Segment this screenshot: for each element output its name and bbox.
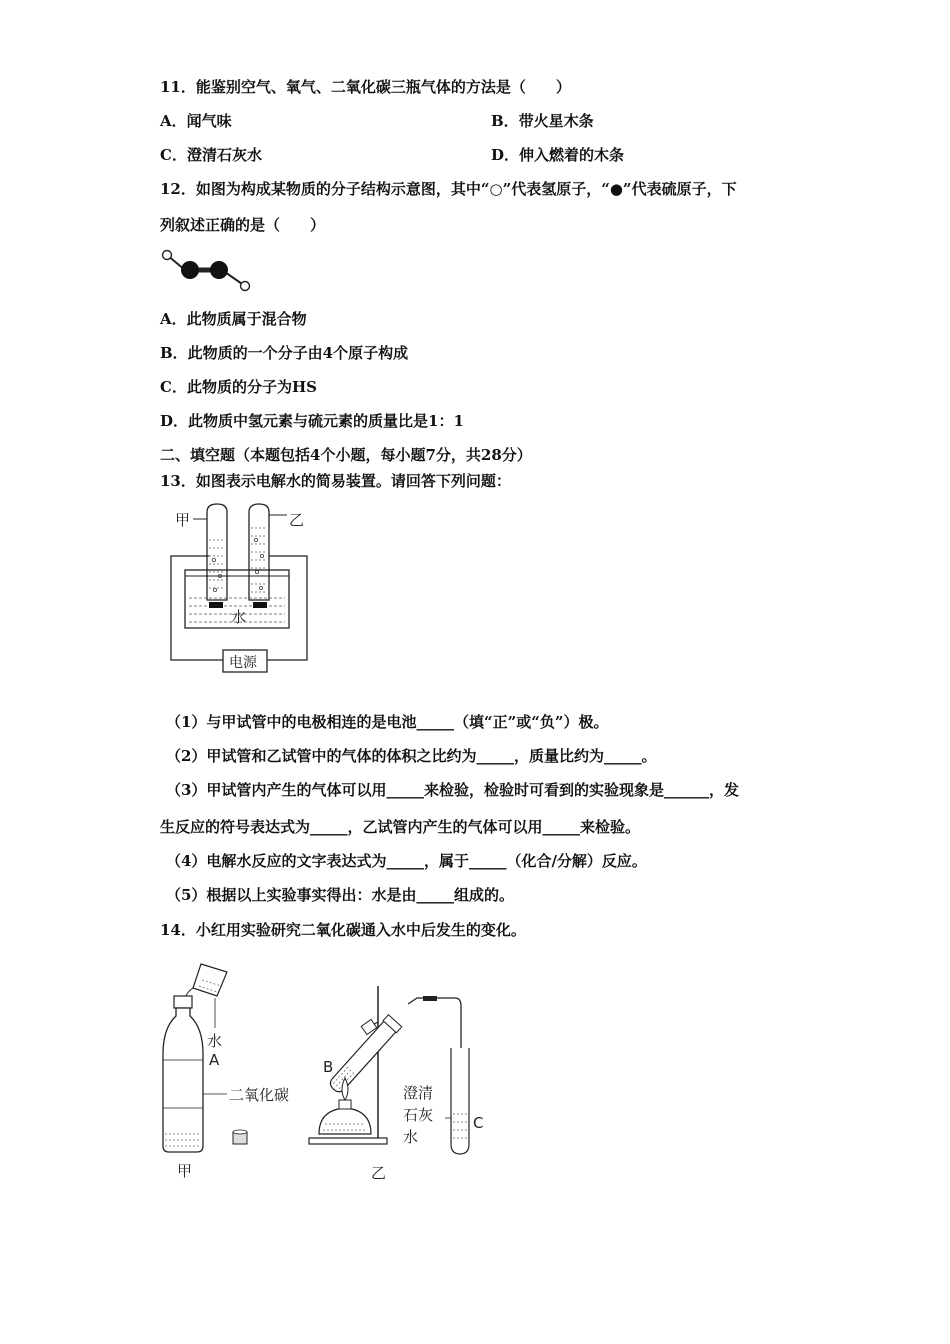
figure-yi-label: 乙 (371, 1164, 387, 1182)
q12-option-c: C．此物质的分子为HS (160, 378, 317, 396)
figure-jia-label: 甲 (177, 1162, 193, 1180)
q13-part4: （4）电解水反应的文字表达式为_____，属于_____（化合/分解）反应。 (166, 852, 647, 870)
sulfur-atom (181, 261, 199, 279)
co2-bottle-figure (155, 958, 315, 1186)
power-supply-label: 电源 (229, 655, 257, 671)
q13-part3-line2: 生反应的符号表达式为_____，乙试管内产生的气体可以用_____来检验。 (160, 818, 641, 836)
section-heading: 二、填空题（本题包括4个小题，每小题7分，共28分） (160, 446, 532, 464)
label-a: A (209, 1051, 220, 1069)
limewater-label-line2: 石灰 (403, 1106, 434, 1124)
hydrogen-atom (163, 251, 172, 260)
label-b: B (323, 1058, 334, 1076)
limewater-label-line3: 水 (403, 1128, 419, 1146)
electrode-jia (209, 602, 223, 608)
limewater-label-line1: 澄清 (403, 1084, 434, 1102)
co2-label: 二氧化碳 (229, 1086, 290, 1104)
molecule-figure (158, 248, 258, 296)
bottle-cap (174, 996, 192, 1008)
q12-stem-line1: 12．如图为构成某物质的分子结构示意图，其中“○”代表氢原子，“●”代表硫原子，下 (160, 180, 737, 198)
q11-option-b: B．带火星木条 (491, 112, 594, 130)
tube-jia-label: 甲 (175, 511, 191, 529)
test-tube-b (328, 1020, 397, 1095)
q11-option-c: C．澄清石灰水 (160, 146, 262, 164)
electrode-yi (253, 602, 267, 608)
q12-option-b: B．此物质的一个分子由4个原子构成 (160, 344, 409, 362)
pouring-beaker (193, 964, 227, 996)
plastic-bottle (163, 1008, 203, 1152)
label-c: C (473, 1114, 484, 1132)
q13-stem: 13．如图表示电解水的简易装置。请回答下列问题： (160, 472, 511, 490)
heating-apparatus-figure (305, 980, 505, 1185)
water-label: 水 (231, 608, 247, 626)
q11-option-d: D．伸入燃着的木条 (491, 146, 625, 164)
q11-stem: 11．能鉴别空气、氧气、二氧化碳三瓶气体的方法是（ ） (160, 78, 571, 96)
q14-stem: 14．小红用实验研究二氧化碳通入水中后发生的变化。 (160, 921, 526, 939)
sulfur-atom (210, 261, 228, 279)
water-label: 水 (207, 1032, 223, 1050)
q12-option-a: A．此物质属于混合物 (160, 310, 307, 328)
electrolysis-figure (165, 500, 325, 678)
test-tube-jia (207, 504, 227, 600)
q12-option-d: D．此物质中氢元素与硫元素的质量比是1：1 (160, 412, 464, 430)
q13-part3-line1: （3）甲试管内产生的气体可以用_____来检验，检验时可看到的实验现象是______，发 (166, 781, 739, 799)
hydrogen-atom (241, 282, 250, 291)
iron-stand-base (309, 1138, 387, 1144)
q13-part2: （2）甲试管和乙试管中的气体的体积之比约为_____，质量比约为_____。 (166, 747, 657, 765)
q13-part5: （5）根据以上实验事实得出：水是由_____组成的。 (166, 886, 514, 904)
q12-stem-line2: 列叙述正确的是（ ） (160, 216, 326, 234)
q11-option-a: A．闻气味 (160, 112, 232, 130)
tube-yi-label: 乙 (289, 511, 305, 529)
q13-part1: （1）与甲试管中的电极相连的是电池_____（填“正”或“负”）极。 (166, 713, 609, 731)
